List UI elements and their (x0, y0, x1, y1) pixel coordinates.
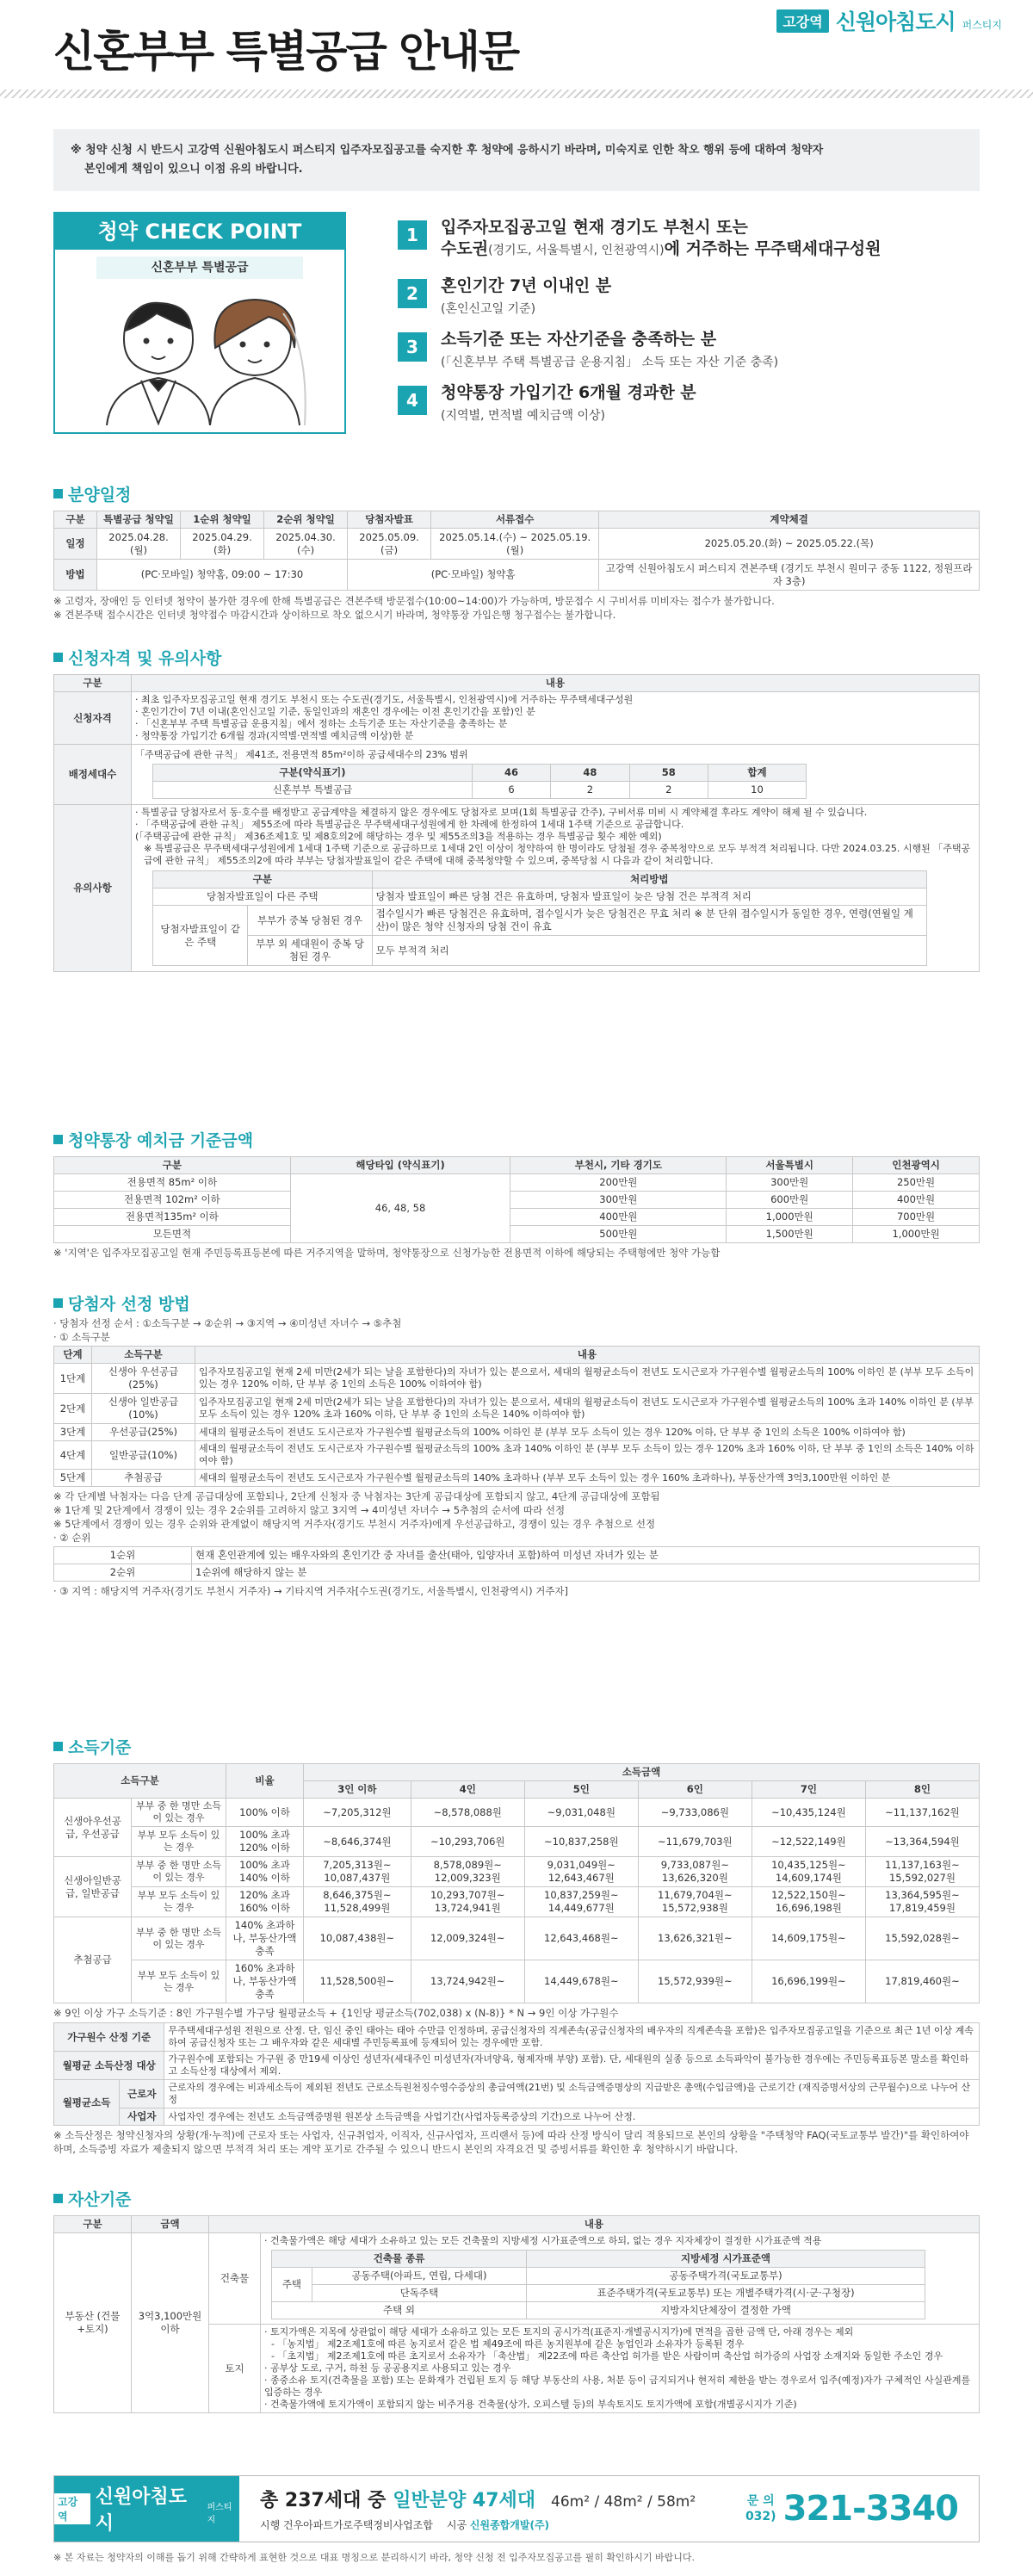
table-cell: 현재 혼인관계에 있는 배우자와의 혼인기간 중 자녀를 출산(태아, 입양자녀 포함)하여 미성년 자녀가 있는 분 (192, 1547, 980, 1564)
table-cell: 250만원 (853, 1174, 980, 1192)
note: ※ '지역'은 입주자모집공고일 현재 주민등록표등본에 따른 거주지역을 말하며, 청약통장으로 신청가능한 전용면적 이하에 해당되는 주택형에만 청약 가능함 (53, 1247, 721, 1259)
checkpoint-item-1 (398, 217, 881, 262)
item-line2-part: 수도권 (441, 239, 489, 258)
table-cell: 가구원수에 포함되는 가구원 중 만19세 이상인 성년자(세대주인 미성년자(자녀양육, 형제자매 부양) 포함). 단, 세대원의 실종 등으로 소득파악이 불가능한 경우에는 주민등록표등본 말소를 확인하고 소득산정 대상에서 제외. (164, 2052, 980, 2080)
table-cell: 신생아우선공급, 우선공급 (54, 1799, 132, 1857)
item-number: 2 (398, 279, 427, 308)
checkpoint-item-2 (398, 276, 611, 320)
table-cell: 당첨자발표일이 같은 주택 (153, 906, 248, 966)
table-cell: 추첨공급 (54, 1917, 132, 2003)
table-cell: ~9,031,048원 (524, 1799, 638, 1827)
footer-sizes: 46m² / 48m² / 58m² (551, 2493, 696, 2511)
section-heading (53, 1291, 980, 1315)
table-cell: 10 (708, 782, 806, 799)
cell-line: · 혼인기간이 7년 이내(혼인신고일 기준, 동일인과의 재혼인 경우에는 이전 혼인기간을 포함)인 분 (135, 706, 535, 717)
cell-line: · 「주택공급에 관한 규칙」 제55조에 따라 특별공급은 무주택세대구성원에게 한 차례에 한정하여 1세대 1주택 기준으로 공급합니다. (135, 819, 684, 830)
item-number: 4 (398, 386, 427, 415)
table-cell: 부부 중 한 명만 소득이 있는 경우 (132, 1917, 226, 1960)
table-cell: 고강역 신원아침도시 퍼스티지 견본주택 (경기도 부천시 원미구 중동 1122, 정원프라자 3층) (599, 560, 980, 591)
table-cell: 부부 모두 소득이 있는 경우 (132, 1960, 226, 2003)
table-cell: 600만원 (727, 1192, 853, 1209)
table-header: 서류접수 (431, 511, 599, 529)
assets-section (53, 2187, 980, 2413)
table-header: 구분 (54, 675, 132, 692)
note: ※ 9인 이상 가구 소득기준 : 8인 가구원수별 가구당 월평균소득 + {1인당 평균소득(702,038) x (N-8)} * N → 9인 이상 가구원수 (53, 2007, 619, 2019)
table-cell: 입주자모집공고일 현재 2세 미만(2세가 되는 날을 포함한다)의 자녀가 있는 분으로서, 세대의 월평균소득이 전년도 도시근로자 가구원수별 월평균소득의 100% 초과 140% 이하인 분 (부부 모두 소득이 있는 경우 120% 초과 160% 이하, 단 부부 중 1인의 소득은 140% 이하여야 함) (195, 1394, 980, 1424)
table-cell: 11,679,704원~ 15,572,938원 (638, 1887, 752, 1917)
table-cell: 1,000만원 (727, 1209, 853, 1226)
table-header: 구분 (54, 511, 97, 529)
table-cell: ~10,435,124원 (752, 1799, 865, 1827)
table-cell: 13,364,595원~ 17,819,459원 (865, 1887, 979, 1917)
item-line: 입주자모집공고일 현재 경기도 부천시 또는 (441, 218, 748, 237)
selection-table (53, 1346, 980, 1487)
table-cell: 100% 이하 (226, 1799, 304, 1827)
table-cell: 8,578,089원~ 12,009,323원 (411, 1857, 524, 1887)
table-header: 구분(약식표기) (153, 765, 473, 782)
cell-line: · 특별공급 당첨자로서 동·호수를 배정받고 공급계약을 체결하지 않은 경우에도 당첨자로 보며(1회 특별공급 간주), 구비서류 미비 시 계약체결 후라도 계약이 해제 될 수 있습니다. (135, 807, 868, 818)
table-header: 소득구분 (92, 1347, 195, 1364)
table-cell: 3억3,100만원 이하 (132, 2233, 209, 2413)
table-header: 46 (472, 765, 550, 782)
table-cell: ~12,522,149원 (752, 1827, 865, 1857)
table-cell: ~11,679,703원 (638, 1827, 752, 1857)
table-cell: 전용면적 102m² 이하 (54, 1192, 291, 1209)
rank-table (53, 1546, 980, 1582)
table-cell: 4단계 (54, 1441, 92, 1470)
table-header: 비율 (226, 1764, 304, 1799)
selection-section (53, 1291, 980, 1598)
item-line: (지역별, 면적별 예치금액 이상) (441, 409, 606, 423)
table-cell: 근로자의 경우에는 비과세소득이 제외된 전년도 근로소득원천징수영수증상의 총급여액(21번) 및 소득금액증명상의 지급받은 총액(수입금액)을 근로기간 (재직증명서상의 근무월수)으로 나누어 산정 (164, 2080, 980, 2108)
table-cell: 접수일시가 빠른 당첨건은 유효하며, 접수일시가 늦은 당첨건은 무효 처리 ※ 분 단위 접수일시가 동일한 경우, 연령(연월일 계산)이 많은 청약 신청자의 당첨 건이 유효 (372, 906, 926, 936)
table-header: 당첨자발표 (348, 511, 431, 529)
table-cell: 2025.05.20.(화) ~ 2025.05.22.(목) (599, 529, 980, 560)
table-cell: 10,435,125원~ 14,609,174원 (752, 1857, 865, 1887)
notice-line: 본인에게 책임이 있으니 이점 유의 바랍니다. (84, 163, 303, 176)
table-cell: 입주자모집공고일 현재 2세 미만(2세가 되는 날을 포함한다)의 자녀가 있는 분으로서, 세대의 월평균소득이 전년도 도시근로자 가구원수별 월평균소득의 100% 이하인 분 (부부 모두 소득이 있는 경우 120% 이하, 단 부부 중 1인의 소득은 100% 이하여야 함) (195, 1364, 980, 1394)
table-cell: 140% 초과하나, 부동산가액 충족 (226, 1917, 304, 1960)
table-cell: 주택 외 (272, 2302, 527, 2319)
table-cell: 12,522,150원~ 16,696,198원 (752, 1887, 865, 1917)
cell-line: ※ 특별공급은 무주택세대구성원에게 1세대 1주택 기준으로 공급하므로 1세대 2인 이상이 청약하여 한 명이라도 당첨될 경우 중복청약으로 모두 부적격 처리됩니다. 다만 2024.03.25. 시행된 「주택공급에 관한 규칙」 제55조의2에 따라 부부는 당첨자발표일이 같은 주택에 대해 중복청약할 수 있으며, 중복당첨 시 다음과 같이 처리합니다. (144, 843, 971, 866)
table-header: 5인 (524, 1781, 638, 1799)
table-cell: 사업자인 경우에는 전년도 소득금액증명원 원본상 소득금액을 사업기간(사업자등록증상의 기간)으로 나누어 산정. (164, 2108, 980, 2126)
cell-line: · 최초 입주자모집공고일 현재 경기도 부천시 또는 수도권(경기도, 서울특별시, 인천광역시)에 거주하는 무주택세대구성원 (135, 694, 634, 705)
table-cell: 500만원 (510, 1226, 727, 1243)
eligibility-table (53, 674, 980, 972)
table-cell: 700만원 (853, 1209, 980, 1226)
table-cell: 단독주택 (312, 2285, 526, 2302)
table-header: 계약체결 (599, 511, 980, 529)
table-cell: 부부 중 한 명만 소득이 있는 경우 (132, 1857, 226, 1887)
table-cell (132, 805, 980, 972)
note: ※ 5단계에서 경쟁이 있는 경우 순위와 관계없이 해당지역 거주자(경기도 부천시 거주자)에게 우선공급하고, 경쟁이 있는 경우 추첨으로 선정 (53, 1518, 656, 1530)
table-cell: 신생아 우선공급(25%) (92, 1364, 195, 1394)
cell-line: · 건축물가액에 토지가액이 포함되지 않는 비주거용 건축물(상가, 오피스텔 등)의 부속토지도 토지가액에 포함(개별공시지가 기준) (264, 2399, 797, 2410)
section-title: 청약통장 예치금 기준금액 (68, 1131, 254, 1150)
income-extra-table (53, 2022, 980, 2126)
table-cell: 100% 초과 120% 이하 (226, 1827, 304, 1857)
table-header: 부천시, 기타 경기도 (510, 1157, 727, 1174)
table-header: 8인 (865, 1781, 979, 1799)
table-cell: 부부 외 세대원이 중복 당첨된 경우 (248, 936, 372, 966)
item-line: 소득기준 또는 자산기준을 충족하는 분 (441, 330, 717, 349)
duplicate-table (152, 870, 927, 966)
building-table (271, 2250, 925, 2319)
table-cell: 8,646,375원~ 11,528,499원 (304, 1887, 411, 1917)
item-text (441, 217, 881, 262)
row-label: 월평균소득 (54, 2080, 120, 2126)
table-cell: 12,009,324원~ (411, 1917, 524, 1960)
footer-contact (745, 2489, 979, 2529)
section-title: 소득기준 (68, 1738, 132, 1757)
table-header: 2순위 청약일 (264, 511, 348, 529)
table-cell: 전용면적 85m² 이하 (54, 1174, 291, 1192)
table-cell: ~10,837,258원 (524, 1827, 638, 1857)
table-cell: 17,819,460원~ (865, 1960, 979, 2003)
item-line: (「신혼부부 주택 특별공급 운용지침」 소득 또는 자산 기준 충족) (441, 356, 779, 369)
couple-illustration (90, 288, 313, 425)
section-title: 자산기준 (68, 2190, 132, 2209)
footer-developer: 시행 건우아파트가로주택정비사업조합 (260, 2519, 433, 2531)
footer-banner (53, 2475, 980, 2542)
cell-line: 「주택공급에 관한 규칙」 제41조, 전용면적 85m²이하 공급세대수의 23% 범위 (135, 749, 468, 760)
table-cell: 7,205,313원~ 10,087,437원 (304, 1857, 411, 1887)
table-cell: 16,696,199원~ (752, 1960, 865, 2003)
cell-line: (「주택공급에 관한 규칙」 제36조제1호 및 제8호의2에 해당하는 경우 및 제55조의3을 적용하는 경우 특별공급 횟수 제한 예외) (135, 831, 662, 842)
bullet-square-icon (53, 1742, 63, 1751)
section-heading (53, 1128, 980, 1151)
note: · ② 순위 (53, 1532, 91, 1544)
footer-phone[interactable]: 321-3340 (782, 2489, 958, 2529)
row-label: 신청자격 (54, 692, 132, 745)
table-cell: 모두 부적격 처리 (372, 936, 926, 966)
cell-line: · 종중소유 토지(건축물을 포함) 또는 문화재가 건립된 토지 등 해당 부동산의 사용, 처분 등이 금지되거나 현저히 제한을 받는 경우로서 입주(예정)자가 구체적인 사실관계를 입증하는 경우 (264, 2375, 971, 2398)
table-cell (132, 745, 980, 805)
table-cell: 2 (629, 782, 708, 799)
row-label: 근로자 (120, 2080, 164, 2108)
table-cell: 11,528,500원~ (304, 1960, 411, 2003)
note: ※ 소득산정은 청약신청자의 상황(개·누적)에 근로자 또는 사업자, 신규취업자, 이직자, 신규사업자, 프리랜서 등)에 따라 산정 방식이 달리 적용되므로 본인의 상황을 "주택청약 FAQ(국토교통부 발간)"를 확인하여야 하며, 소득증빙 자료가 제출되지 않으면 부적격 처리 또는 계약 포기로 간주될 수 있으니 반드시 본인의 자격요건 및 증빙서류를 확인한 후 청약하시기 바랍니다. (53, 2129, 969, 2155)
table-cell: 세대의 월평균소득이 전년도 도시근로자 가구원수별 월평균소득의 100% 초과 140% 이하인 분 (부부 모두 소득이 있는 경우 120% 초과 160% 이하, 단 부부 중 1인의 소득은 140% 이하여야 함) (195, 1441, 980, 1470)
table-header: 해당타입 (약식표기) (290, 1157, 510, 1174)
table-header: 내용 (195, 1347, 980, 1364)
table-cell: 1순위 (54, 1547, 192, 1564)
cell-line: · 토지가액은 지목에 상관없이 해당 세대가 소유하고 있는 모든 토지의 공시가격(표준지·개별공시지가)에 면적을 곱한 금액 단, 아래 경우는 제외 (264, 2326, 854, 2338)
footer-info (239, 2486, 745, 2532)
table-cell: 300만원 (727, 1174, 853, 1192)
table-header: 특별공급 청약일 (97, 511, 181, 529)
row-label: 유의사항 (54, 805, 132, 972)
eligibility-section (53, 646, 980, 972)
table-cell: 10,837,259원~ 14,449,677원 (524, 1887, 638, 1917)
table-header: 내용 (209, 2216, 980, 2233)
table-cell (132, 692, 980, 745)
table-cell: 15,572,939원~ (638, 1960, 752, 2003)
table-cell: 9,733,087원~ 13,626,320원 (638, 1857, 752, 1887)
table-header: 건축물 종류 (272, 2251, 527, 2268)
table-header: 단계 (54, 1347, 92, 1364)
note: · ① 소득구분 (53, 1331, 110, 1343)
table-header: 지방세정 시가표준액 (527, 2251, 925, 2268)
table-cell: 당첨자 발표일이 빠른 당첨 건은 유효하며, 당첨자 발표일이 늦은 당첨 건은 부적격 처리 (372, 889, 926, 906)
section-title: 분양일정 (68, 486, 132, 505)
footer-brand-tag: 고강역 (54, 2493, 90, 2524)
table-cell: 주택 (272, 2268, 312, 2302)
table-cell: 토지 (209, 2325, 261, 2413)
item-line: (혼인신고일 기준) (441, 302, 536, 316)
table-cell: 세대의 월평균소득이 전년도 도시근로자 가구원수별 월평균소득의 100% 이하인 분 (부부 모두 소득이 있는 경우 120% 이하, 단 부부 중 1인의 소득은 100% 이하여야 함) (195, 1424, 980, 1441)
table-cell: 1,000만원 (853, 1226, 980, 1243)
table-header: 구분 (54, 2216, 132, 2233)
income-section (53, 1735, 980, 2156)
cell-line: · 건축물가액은 해당 세대가 소유하고 있는 모든 건축물의 지방세정 시가표준액으로 하되, 없는 경우 지자체장이 결정한 시가표준액 적용 (264, 2235, 822, 2246)
cell-line: · 「신혼부부 주택 특별공급 운용지침」에서 정하는 소득기준 또는 자산기준을 충족하는 분 (135, 718, 508, 729)
table-cell: 1단계 (54, 1364, 92, 1394)
table-header: 소득금액 (304, 1764, 980, 1781)
note: ※ 1단계 및 2단계에서 경쟁이 있는 경우 2순위를 고려하지 않고 3지역 → 4미성년 자녀수 → 5추첨의 순서에 따라 선정 (53, 1504, 566, 1516)
footer-builder: 신원종합개발(주) (469, 2519, 550, 2531)
table-cell: 6 (472, 782, 550, 799)
table-cell: 400만원 (510, 1209, 727, 1226)
table-cell: 200만원 (510, 1174, 727, 1192)
footer-phone-area: 032) (745, 2510, 776, 2523)
table-cell: 120% 초과 160% 이하 (226, 1887, 304, 1917)
brand-sub: 퍼스티지 (962, 18, 1002, 31)
row-label: 사업자 (120, 2108, 164, 2126)
table-cell: 무주택세대구성원 전원으로 산정. 단, 임신 중인 태아는 태아 수만큼 인정하며, 공급신청자의 직계존속(공급신청자의 배우자의 직계존속을 포함)은 입주자모집공고일을 기준으로 최근 1년 이상 계속하여 공급신청자 또는 그 배우자와 같은 세대별 주민등록표에 등재되어 있는 경우에만 포함. (164, 2023, 980, 2052)
table-cell: ~10,293,706원 (411, 1827, 524, 1857)
item-line2-part: 에 거주하는 무주택세대구성원 (664, 239, 881, 258)
assets-table (53, 2215, 980, 2413)
table-cell: 2025.05.14.(수) ~ 2025.05.19.(월) (431, 529, 599, 560)
checkpoint-title: 청약 CHECK POINT (55, 214, 344, 250)
table-cell: 5단계 (54, 1470, 92, 1487)
note: ※ 견본주택 접수시간은 인터넷 청약접수 마감시간과 상이하므로 착오 없으시기 바라며, 청약통장 가입은행 청구접수는 불가합니다. (53, 609, 616, 621)
table-cell: 2025.04.29.(화) (181, 529, 264, 560)
footer-total: 총 237세대 중 (260, 2490, 387, 2511)
cell-line: · 공부상 도로, 구거, 하천 등 공공용지로 사용되고 있는 경우 (264, 2362, 511, 2374)
table-cell: (PC·모바일) 청약홈, 09:00 ~ 17:30 (97, 560, 348, 591)
table-cell: 14,449,678원~ (524, 1960, 638, 2003)
row-label: 일정 (54, 529, 97, 560)
table-cell: 1순위에 해당하지 않는 분 (192, 1564, 980, 1582)
schedule-section (53, 482, 980, 622)
table-cell: 2 (551, 782, 629, 799)
table-cell: 표준주택가격(국토교통부) 또는 개별주택가격(시·군·구청장) (527, 2285, 925, 2302)
checkpoint-section (53, 212, 980, 436)
item-line: 청약통장 가입기간 6개월 경과한 분 (441, 383, 696, 402)
cell-line: - 「초지법」 제2조제1호에 따른 초지로서 소유자가 「축산법」 제22조에 따른 축산업 허가를 받은 사람이며 축산업 허가증의 사업장 소재지와 동일한 주소인 경우 (271, 2350, 943, 2362)
row-label: 가구원수 산정 기준 (54, 2023, 164, 2052)
table-cell: 13,724,942원~ (411, 1960, 524, 2003)
schedule-table (53, 511, 980, 591)
table-header: 처리방법 (372, 871, 926, 889)
section-heading (53, 646, 980, 669)
table-cell: 신혼부부 특별공급 (153, 782, 473, 799)
table-cell (261, 2325, 980, 2413)
footer-brand-name: 신원아침도시 (95, 2486, 188, 2535)
bullet-square-icon (53, 1135, 63, 1144)
table-cell: 부부 모두 소득이 있는 경우 (132, 1887, 226, 1917)
table-cell: 2단계 (54, 1394, 92, 1424)
table-cell: 12,643,468원~ (524, 1917, 638, 1960)
item-number: 1 (398, 220, 427, 250)
notice-box (53, 129, 980, 191)
brand-tag: 고강역 (776, 9, 828, 33)
table-cell: 당첨자발표일이 다른 주택 (153, 889, 373, 906)
table-header: 3인 이하 (304, 1781, 411, 1799)
table-cell: 지방자치단체장이 결정한 가액 (527, 2302, 925, 2319)
table-cell: 추첨공급 (92, 1470, 195, 1487)
table-header: 구분 (54, 1157, 291, 1174)
note: · 당첨자 선정 순서 : ①소득구분 → ②순위 → ③지역 → ④미성년 자녀수 → ⑤추첨 (53, 1317, 402, 1329)
table-cell: 부부가 중복 당첨된 경우 (248, 906, 372, 936)
table-cell: (PC·모바일) 청약홈 (348, 560, 599, 591)
note: ※ 각 단계별 낙첨자는 다음 단계 공급대상에 포함되나, 2단계 신청자 중 낙첨자는 3단계 공급대상에 포함되지 않고, 4단계 공급대상에 포함됨 (53, 1490, 660, 1502)
table-header: 합계 (708, 765, 806, 782)
table-header: 48 (551, 765, 629, 782)
bullet-square-icon (53, 1298, 63, 1308)
item-line2-part: (경기도, 서울특별시, 인천광역시) (488, 244, 665, 257)
table-cell: 부부 중 한 명만 소득이 있는 경우 (132, 1799, 226, 1827)
footer-builder-label: 시공 (446, 2519, 467, 2531)
table-cell: ~8,578,088원 (411, 1799, 524, 1827)
section-title: 당첨자 선정 방법 (68, 1295, 190, 1314)
table-cell: 건축물 (209, 2233, 261, 2325)
table-cell: 부부 모두 소득이 있는 경우 (132, 1827, 226, 1857)
note: · ③ 지역 : 해당지역 거주자(경기도 부천시 거주자) → 기타지역 거주자[수도권(경기도, 서울특별시, 인천광역시) 거주자] (53, 1585, 569, 1597)
table-cell: 46, 48, 58 (290, 1174, 510, 1243)
table-header: 1순위 청약일 (181, 511, 264, 529)
table-cell: 일반공급(10%) (92, 1441, 195, 1470)
table-cell: 1,500만원 (727, 1226, 853, 1243)
table-header: 서울특별시 (727, 1157, 853, 1174)
table-cell: ~9,733,086원 (638, 1799, 752, 1827)
table-header: 4인 (411, 1781, 524, 1799)
income-table (53, 1763, 980, 2003)
table-cell: 2025.04.30.(수) (264, 529, 348, 560)
cell-line: · 청약통장 가입기간 6개월 경과(지역별·면적별 예치금액 이상)한 분 (135, 730, 414, 741)
bullet-square-icon (53, 489, 63, 498)
table-cell: ~8,646,374원 (304, 1827, 411, 1857)
table-cell: 전용면적135m² 이하 (54, 1209, 291, 1226)
checkpoint-box (53, 212, 346, 434)
footer-logo (54, 2476, 239, 2542)
checkpoint-subtitle: 신혼부부 특별공급 (96, 257, 303, 279)
item-text (441, 329, 778, 374)
table-cell: 공동주택(아파트, 연립, 다세대) (312, 2268, 526, 2285)
section-title: 신청자격 및 유의사항 (68, 649, 222, 668)
table-cell: 2025.04.28.(월) (97, 529, 181, 560)
checkpoint-item-4 (398, 382, 696, 427)
table-cell: 3단계 (54, 1424, 92, 1441)
page-title: 신혼부부 특별공급 안내문 (53, 27, 519, 77)
divider-stripe (0, 90, 1033, 98)
deposit-table (53, 1156, 980, 1243)
footer-general: 일반분양 47세대 (393, 2490, 536, 2511)
table-cell: 신생아 일반공급(10%) (92, 1394, 195, 1424)
table-cell: 11,137,163원~ 15,592,027원 (865, 1857, 979, 1887)
notice-line: ※ 청약 신청 시 반드시 고강역 신원아침도시 퍼스티지 입주자모집공고를 숙지한 후 청약에 응하시기 바라며, 미숙지로 인한 착오 행위 등에 대하여 청약자 (71, 144, 824, 157)
bullet-square-icon (53, 2194, 63, 2203)
table-header: 58 (629, 765, 708, 782)
item-text (441, 276, 611, 320)
table-header: 소득구분 (54, 1764, 226, 1799)
bullet-square-icon (53, 653, 63, 662)
table-cell: 2025.05.09.(금) (348, 529, 431, 560)
item-text (441, 382, 696, 427)
table-cell: 9,031,049원~ 12,643,467원 (524, 1857, 638, 1887)
checkpoint-item-3 (398, 329, 778, 374)
table-cell: ~7,205,312원 (304, 1799, 411, 1827)
row-label: 배정세대수 (54, 745, 132, 805)
note: ※ 고령자, 장애인 등 인터넷 청약이 불가한 경우에 한해 특별공급은 견본주택 방문접수(10:00~14:00)가 가능하며, 방문접수 시 구비서류 미비자는 접수가 불가합니다. (53, 595, 775, 607)
table-header: 금액 (132, 2216, 209, 2233)
table-cell: 모든면적 (54, 1226, 291, 1243)
table-cell: 300만원 (510, 1192, 727, 1209)
table-cell: 10,087,438원~ (304, 1917, 411, 1960)
table-cell: 2순위 (54, 1564, 192, 1582)
table-cell: ~13,364,594원 (865, 1827, 979, 1857)
footnote: ※ 본 자료는 청약자의 이해를 돕기 위해 간략하게 표현한 것으로 대표 명칭으로 분리하시기 바라, 청약 신청 전 입주자모집공고를 필히 확인하시기 바랍니다. (53, 2552, 695, 2563)
table-cell: 14,609,175원~ (752, 1917, 865, 1960)
table-header: 6인 (638, 1781, 752, 1799)
footer-ask: 문 의 (746, 2494, 775, 2508)
section-heading (53, 482, 980, 505)
deposit-section (53, 1128, 980, 1260)
table-cell: 세대의 월평균소득이 전년도 도시근로자 가구원수별 월평균소득의 140% 초과하나 (부부 모두 소득이 있는 경우 160% 초과하나), 부동산가액 3억3,100만원 이하인 분 (195, 1470, 980, 1487)
footer-brand-sub: 퍼스티지 (207, 2503, 232, 2525)
table-cell: 우선공급(25%) (92, 1424, 195, 1441)
table-cell: 15,592,028원~ (865, 1917, 979, 1960)
table-header: 내용 (132, 675, 980, 692)
table-header: 구분 (153, 871, 373, 889)
table-header: 7인 (752, 1781, 865, 1799)
table-cell: 100% 초과 140% 이하 (226, 1857, 304, 1887)
table-cell: 신생아일반공급, 일반공급 (54, 1857, 132, 1917)
table-header: 인천광역시 (853, 1157, 980, 1174)
row-label: 월평균 소득산정 대상 (54, 2052, 164, 2080)
table-cell: 10,293,707원~ 13,724,941원 (411, 1887, 524, 1917)
table-cell: 부동산 (건물+토지) (54, 2233, 132, 2413)
table-cell: 160% 초과하나, 부동산가액 충족 (226, 1960, 304, 2003)
table-cell: 13,626,321원~ (638, 1917, 752, 1960)
header (0, 0, 1033, 93)
brand-name: 신원아침도시 (835, 9, 956, 34)
allocation-table (152, 764, 807, 799)
table-cell: 400만원 (853, 1192, 980, 1209)
table-cell: 공동주택가격(국토교통부) (527, 2268, 925, 2285)
item-line (441, 238, 881, 262)
section-heading (53, 1735, 980, 1758)
row-label: 방법 (54, 560, 97, 591)
section-heading (53, 2187, 980, 2210)
item-number: 3 (398, 332, 427, 362)
table-cell: ~11,137,162원 (865, 1799, 979, 1827)
cell-line: - 「농지법」 제2조제1호에 따른 농지로서 같은 법 제49조에 따른 농지원부에 같은 농업인과 소유자가 등록된 경우 (271, 2338, 745, 2350)
brand-logo (776, 5, 1002, 36)
table-cell (261, 2233, 980, 2325)
item-line: 혼인기간 7년 이내인 분 (441, 276, 612, 295)
